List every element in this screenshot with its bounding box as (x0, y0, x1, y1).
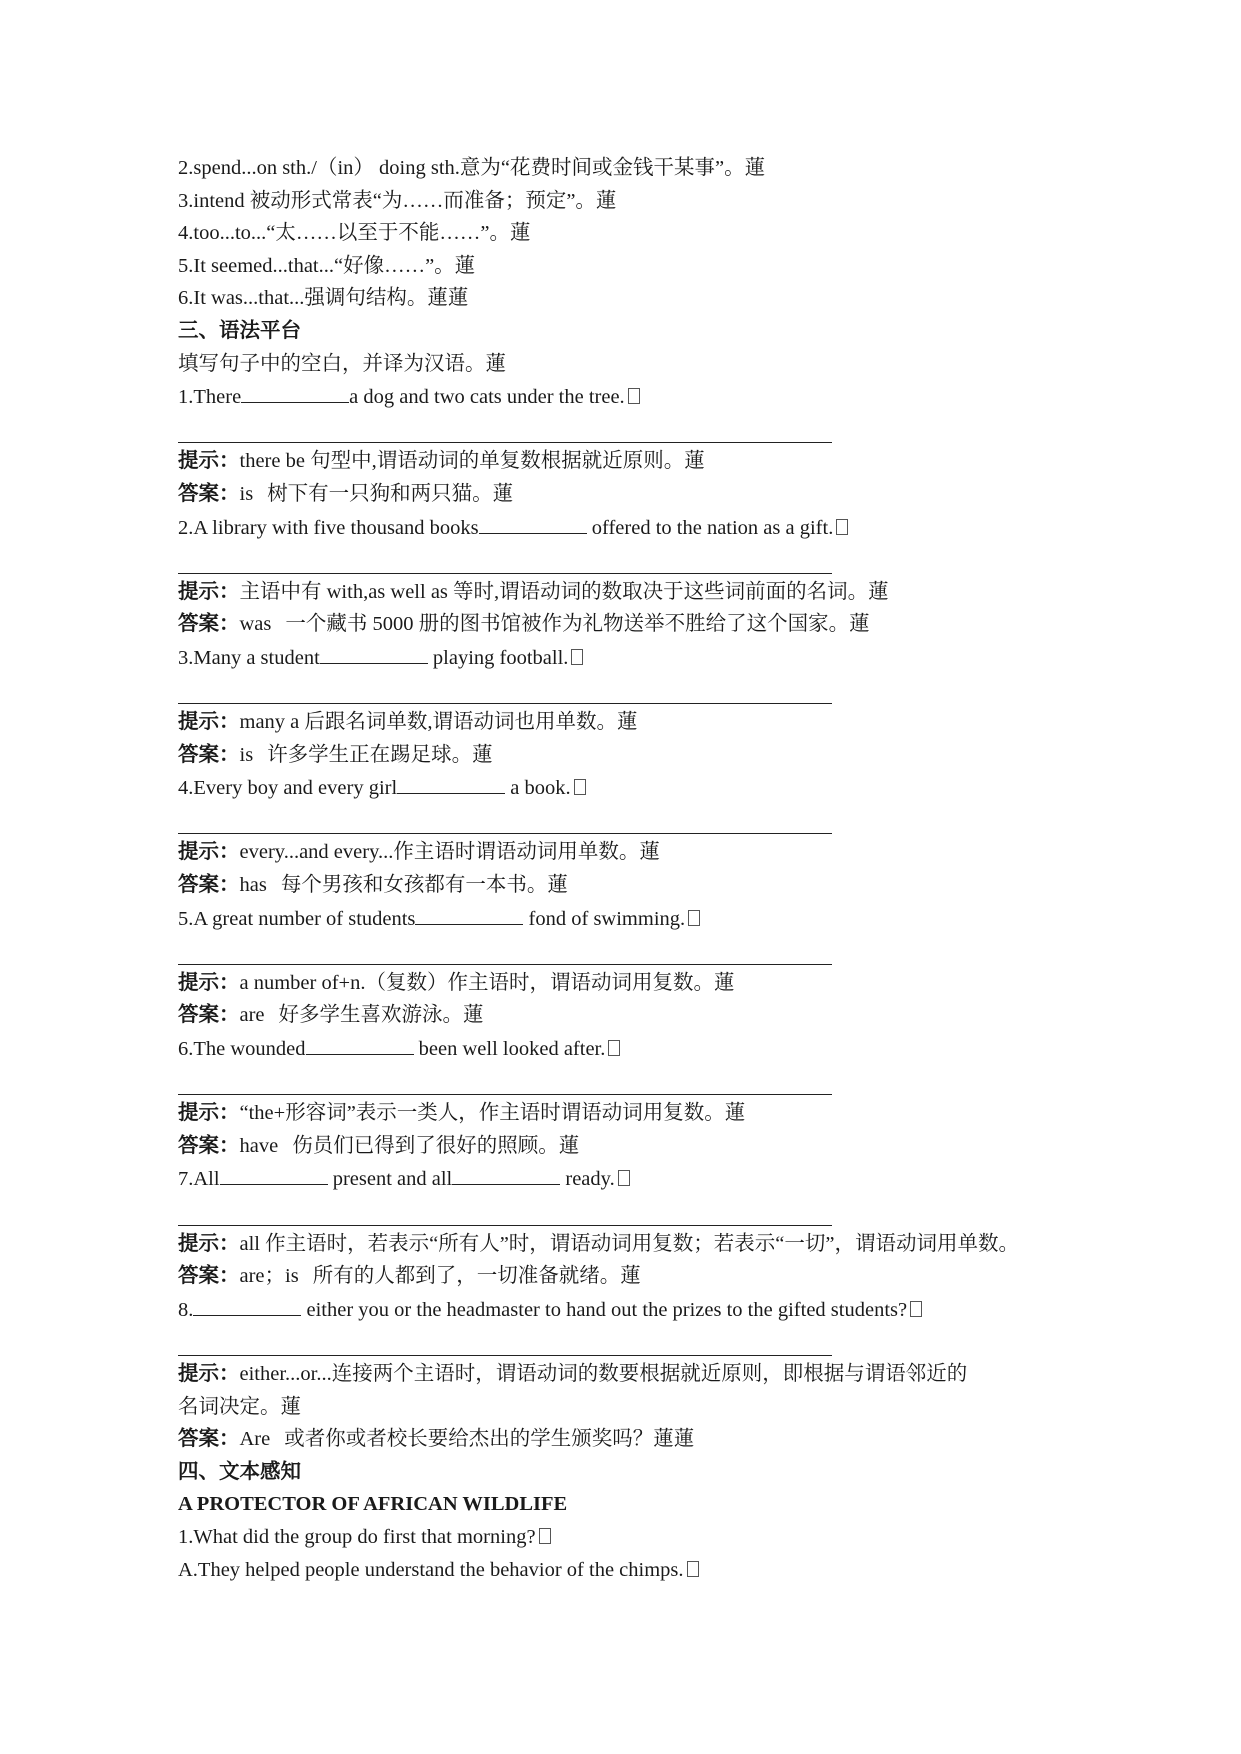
section-heading-grammar: 三、语法平台 (178, 319, 301, 342)
answer-line: 答案：has 每个男孩和女孩都有一本书。蓮 (178, 874, 568, 897)
grammar-items (178, 380, 1078, 1162)
answer-line: 答案：are 好多学生喜欢游泳。蓮 (178, 1004, 484, 1027)
grammar-item (178, 771, 1078, 901)
document-page (178, 152, 1078, 1586)
hint-line: 提示：either...or...连接两个主语时，谓语动词的数要根据就近原则，即根据与谓语邻近的名词决定。蓮 (178, 1362, 968, 1418)
box-glyph-icon (910, 1301, 922, 1317)
grammar-item (178, 1032, 1078, 1162)
box-glyph-icon (628, 388, 640, 404)
translation-line[interactable] (178, 1325, 1078, 1358)
translation-line[interactable] (178, 1195, 1078, 1228)
answer-line: 答案：is 许多学生正在踢足球。蓮 (178, 743, 493, 766)
grammar-item (178, 641, 1078, 771)
answer-blank[interactable] (452, 1162, 560, 1185)
question-line: 4.Every boy and every girl a book. (178, 771, 1078, 804)
phrase-line: 4.too...to...“太……以至于不能……”。蓮 (178, 222, 531, 245)
answer-line: 答案：have 伤员们已得到了很好的照顾。蓮 (178, 1134, 580, 1157)
box-glyph-icon (571, 649, 583, 665)
answer-blank[interactable] (320, 641, 428, 664)
answer-blank[interactable] (220, 1162, 328, 1185)
box-glyph-icon (608, 1040, 620, 1056)
box-glyph-icon (618, 1170, 630, 1186)
translation-line[interactable] (178, 1065, 1078, 1098)
question-line: 2.A library with five thousand books offered to the nation as a gift. (178, 511, 1078, 544)
box-glyph-icon (688, 910, 700, 926)
question-line: 1.What did the group do first that morning? (178, 1521, 1078, 1554)
hint-line: 提示：主语中有 with,as well as 等时,谓语动词的数取决于这些词前面的名词。蓮 (178, 580, 889, 603)
answer-blank[interactable] (241, 380, 349, 403)
answer-line: 答案：Are 或者你或者校长要给杰出的学生颁奖吗？蓮蓮 (178, 1428, 695, 1451)
grammar-item (178, 511, 1078, 641)
section-heading-reading: 四、文本感知 (178, 1460, 301, 1483)
phrase-line: 3.intend 被动形式常表“为……而准备；预定”。蓮 (178, 189, 617, 212)
translation-line[interactable] (178, 674, 1078, 707)
question-line: 3.Many a student playing football. (178, 641, 1078, 674)
hint-line: 提示：there be 句型中,谓语动词的单复数根据就近原则。蓮 (178, 450, 705, 473)
question-line: 7.All present and all ready. (178, 1162, 1078, 1195)
translation-line[interactable] (178, 804, 1078, 837)
box-glyph-icon (539, 1528, 551, 1544)
translation-line[interactable] (178, 934, 1078, 967)
answer-blank[interactable] (397, 771, 505, 794)
answer-blank[interactable] (479, 511, 587, 534)
answer-line: 答案：are；is 所有的人都到了，一切准备就绪。蓮 (178, 1265, 641, 1288)
phrase-line: 2.spend...on sth./（in） doing sth.意为“花费时间或金钱干某事”。蓮 (178, 157, 766, 179)
translation-line[interactable] (178, 413, 1078, 446)
phrase-line: 5.It seemed...that...“好像……”。蓮 (178, 254, 476, 277)
answer-blank[interactable] (415, 902, 523, 925)
question-line: 5.A great number of students fond of swimming. (178, 902, 1078, 935)
grammar-item (178, 380, 1078, 510)
question-line: 1.There a dog and two cats under the tree. (178, 380, 1078, 413)
box-glyph-icon (687, 1561, 699, 1577)
box-glyph-icon (574, 779, 586, 795)
translation-line[interactable] (178, 543, 1078, 576)
hint-line: 提示：all 作主语时，若表示“所有人”时，谓语动词用复数；若表示“一切”，谓语动词用单数。 (178, 1232, 1020, 1255)
hint-line: 提示：a number of+n.（复数）作主语时，谓语动词用复数。蓮 (178, 971, 735, 994)
hint-line: 提示：many a 后跟名词单数,谓语动词也用单数。蓮 (178, 711, 638, 734)
phrase-line: 6.It was...that...强调句结构。蓮蓮 (178, 287, 469, 310)
grammar-instruction: 填写句子中的空白，并译为汉语。蓮 (178, 352, 506, 375)
option-line: A.They helped people understand the behavior of the chimps. (178, 1554, 1078, 1587)
answer-blank[interactable] (306, 1032, 414, 1055)
answer-line: 答案：was 一个藏书 5000 册的图书馆被作为礼物送举不胜给了这个国家。蓮 (178, 613, 870, 636)
question-line: 8. either you or the headmaster to hand out the prizes to the gifted students? (178, 1293, 1078, 1326)
grammar-item (178, 902, 1078, 1032)
passage-title: A PROTECTOR OF AFRICAN WILDLIFE (178, 1493, 568, 1516)
hint-line: 提示：every...and every...作主语时谓语动词用单数。蓮 (178, 841, 660, 864)
hint-line: 提示：“the+形容词”表示一类人，作主语时谓语动词用复数。蓮 (178, 1102, 746, 1125)
question-line: 6.The wounded been well looked after. (178, 1032, 1078, 1065)
box-glyph-icon (836, 519, 848, 535)
answer-blank[interactable] (193, 1293, 301, 1316)
answer-line: 答案：is 树下有一只狗和两只猫。蓮 (178, 482, 514, 505)
